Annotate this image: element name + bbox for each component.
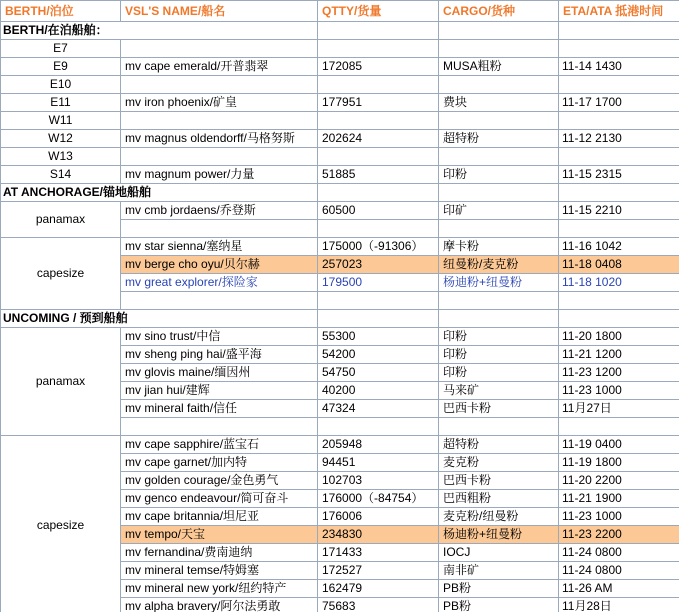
empty-cell[interactable]	[559, 310, 679, 328]
cargo-cell[interactable]: 印粉	[439, 328, 559, 346]
quantity-cell[interactable]: 47324	[318, 400, 439, 418]
vessel-name-cell[interactable]: mv mineral temse/特姆塞	[121, 562, 318, 580]
vessel-name-cell[interactable]: mv cmb jordaens/乔登斯	[121, 202, 318, 220]
empty-cell[interactable]	[439, 310, 559, 328]
eta-cell[interactable]: 11月28日	[559, 598, 679, 612]
quantity-cell[interactable]: 175000（-91306）	[318, 238, 439, 256]
header-eta[interactable]: ETA/ATA 抵港时间	[559, 1, 679, 22]
quantity-cell[interactable]: 54200	[318, 346, 439, 364]
cargo-cell[interactable]: 杨迪粉+纽曼粉	[439, 526, 559, 544]
vessel-name-cell[interactable]: mv mineral new york/纽约特产	[121, 580, 318, 598]
empty-cell[interactable]	[318, 310, 439, 328]
eta-cell[interactable]: 11-19 1800	[559, 454, 679, 472]
cargo-cell[interactable]: 巴西粗粉	[439, 490, 559, 508]
quantity-cell[interactable]	[318, 292, 439, 310]
upcoming-capesize-group-label[interactable]: capesize	[1, 436, 121, 612]
berth-cell[interactable]: S14	[1, 166, 121, 184]
table-row	[1, 202, 679, 220]
quantity-cell[interactable]	[318, 112, 439, 130]
cargo-cell[interactable]: 费块	[439, 94, 559, 112]
eta-cell[interactable]	[559, 40, 679, 58]
quantity-cell[interactable]: 75683	[318, 598, 439, 612]
quantity-cell[interactable]: 176000（-84754）	[318, 490, 439, 508]
eta-cell[interactable]: 11-24 0800	[559, 562, 679, 580]
eta-cell[interactable]: 11-15 2210	[559, 202, 679, 220]
table-row	[1, 130, 679, 148]
eta-cell[interactable]: 11-20 1800	[559, 328, 679, 346]
berth-cell[interactable]: E7	[1, 40, 121, 58]
table-row	[1, 112, 679, 130]
table-row	[1, 436, 679, 454]
eta-cell[interactable]: 11-15 2315	[559, 166, 679, 184]
cargo-cell[interactable]: 超特粉	[439, 130, 559, 148]
eta-cell[interactable]	[559, 292, 679, 310]
vessel-name-cell[interactable]: mv golden courage/金色勇气	[121, 472, 318, 490]
quantity-cell[interactable]: 102703	[318, 472, 439, 490]
cargo-cell[interactable]: MUSA粗粉	[439, 58, 559, 76]
eta-cell[interactable]: 11-18 1020	[559, 274, 679, 292]
vessel-name-cell[interactable]	[121, 40, 318, 58]
quantity-cell[interactable]	[318, 418, 439, 436]
empty-cell[interactable]	[439, 184, 559, 202]
berth-cell[interactable]: E11	[1, 94, 121, 112]
cargo-cell[interactable]: PB粉	[439, 580, 559, 598]
cargo-cell[interactable]	[439, 418, 559, 436]
berth-cell[interactable]: W13	[1, 148, 121, 166]
eta-cell[interactable]: 11-26 AM	[559, 580, 679, 598]
vessel-name-cell[interactable]: mv alpha bravery/阿尔法勇敢	[121, 598, 318, 612]
eta-cell[interactable]: 11-19 0400	[559, 436, 679, 454]
vessel-name-cell[interactable]	[121, 76, 318, 94]
vessel-name-cell[interactable]: mv fernandina/费南迪纳	[121, 544, 318, 562]
vessel-name-cell[interactable]: mv sino trust/中信	[121, 328, 318, 346]
eta-cell[interactable]: 11-24 0800	[559, 544, 679, 562]
eta-cell[interactable]	[559, 418, 679, 436]
quantity-cell[interactable]: 172085	[318, 58, 439, 76]
eta-cell[interactable]: 11-16 1042	[559, 238, 679, 256]
berth-cell[interactable]: W12	[1, 130, 121, 148]
empty-cell[interactable]	[318, 184, 439, 202]
berth-cell[interactable]: W11	[1, 112, 121, 130]
quantity-cell[interactable]: 40200	[318, 382, 439, 400]
table-row	[1, 58, 679, 76]
vessel-name-cell[interactable]: mv berge cho oyu/贝尔赫	[121, 256, 318, 274]
vessel-name-cell[interactable]	[121, 292, 318, 310]
vessel-name-cell[interactable]: mv glovis maine/缅因州	[121, 364, 318, 382]
anchorage-capesize-group-label[interactable]: capesize	[1, 238, 121, 310]
vessel-name-cell[interactable]: mv tempo/天宝	[121, 526, 318, 544]
eta-cell[interactable]: 11-23 1000	[559, 508, 679, 526]
quantity-cell[interactable]: 171433	[318, 544, 439, 562]
berth-section-title[interactable]: BERTH/在泊船舶：	[1, 22, 318, 40]
cargo-cell[interactable]: 麦克粉/纽曼粉	[439, 508, 559, 526]
empty-cell[interactable]	[559, 22, 679, 40]
quantity-cell[interactable]	[318, 40, 439, 58]
cargo-cell[interactable]	[439, 292, 559, 310]
vessel-name-cell[interactable]: mv cape garnet/加内特	[121, 454, 318, 472]
eta-cell[interactable]: 11-12 2130	[559, 130, 679, 148]
upcoming-section	[1, 310, 679, 328]
header-cargo[interactable]: CARGO/货种	[439, 1, 559, 22]
vessel-name-cell[interactable]: mv mineral faith/信任	[121, 400, 318, 418]
cargo-cell[interactable]	[439, 148, 559, 166]
eta-cell[interactable]	[559, 148, 679, 166]
empty-cell[interactable]	[559, 184, 679, 202]
quantity-cell[interactable]: 202624	[318, 130, 439, 148]
eta-cell[interactable]	[559, 76, 679, 94]
eta-cell[interactable]: 11-21 1200	[559, 346, 679, 364]
quantity-cell[interactable]: 177951	[318, 94, 439, 112]
cargo-cell[interactable]: 巴西卡粉	[439, 472, 559, 490]
quantity-cell[interactable]: 234830	[318, 526, 439, 544]
berth-section	[1, 22, 679, 40]
anchorage-section	[1, 184, 679, 202]
header-quantity[interactable]: QTTY/货量	[318, 1, 439, 22]
quantity-cell[interactable]: 176006	[318, 508, 439, 526]
quantity-cell[interactable]	[318, 220, 439, 238]
cargo-cell[interactable]: 巴西卡粉	[439, 400, 559, 418]
vessel-name-cell[interactable]: mv sheng ping hai/盛平海	[121, 346, 318, 364]
cargo-cell[interactable]: 印矿	[439, 202, 559, 220]
table-row	[1, 238, 679, 256]
vessel-name-cell[interactable]: mv cape sapphire/蓝宝石	[121, 436, 318, 454]
quantity-cell[interactable]: 51885	[318, 166, 439, 184]
quantity-cell[interactable]: 60500	[318, 202, 439, 220]
cargo-cell[interactable]: 马来矿	[439, 382, 559, 400]
vessel-name-cell[interactable]	[121, 418, 318, 436]
header-vessel-name[interactable]: VSL'S NAME/船名	[121, 1, 318, 22]
cargo-cell[interactable]: 印粉	[439, 346, 559, 364]
vessel-name-cell[interactable]: mv star sienna/塞纳星	[121, 238, 318, 256]
vessel-name-cell[interactable]: mv cape emerald/开普翡翠	[121, 58, 318, 76]
quantity-cell[interactable]: 257023	[318, 256, 439, 274]
header-berth[interactable]: BERTH/泊位	[1, 1, 121, 22]
eta-cell[interactable]: 11-14 1430	[559, 58, 679, 76]
cargo-cell[interactable]	[439, 220, 559, 238]
berth-cell[interactable]: E10	[1, 76, 121, 94]
quantity-cell[interactable]: 162479	[318, 580, 439, 598]
vessel-name-cell[interactable]: mv magnum power/力量	[121, 166, 318, 184]
table-row	[1, 328, 679, 346]
cargo-cell[interactable]: 摩卡粉	[439, 238, 559, 256]
cargo-cell[interactable]: 杨迪粉+纽曼粉	[439, 274, 559, 292]
cargo-cell[interactable]: 超特粉	[439, 436, 559, 454]
eta-cell[interactable]: 11-23 2200	[559, 526, 679, 544]
eta-cell[interactable]: 11-20 2200	[559, 472, 679, 490]
quantity-cell[interactable]: 94451	[318, 454, 439, 472]
cargo-cell[interactable]	[439, 112, 559, 130]
eta-cell[interactable]: 11-23 1200	[559, 364, 679, 382]
eta-cell[interactable]	[559, 112, 679, 130]
cargo-cell[interactable]: 南非矿	[439, 562, 559, 580]
cargo-cell[interactable]: 印粉	[439, 166, 559, 184]
quantity-cell[interactable]: 172527	[318, 562, 439, 580]
empty-cell[interactable]	[318, 22, 439, 40]
header-row	[1, 1, 679, 22]
vessel-name-cell[interactable]: mv cape britannia/坦尼亚	[121, 508, 318, 526]
empty-cell[interactable]	[439, 22, 559, 40]
table-row	[1, 40, 679, 58]
table-row	[1, 148, 679, 166]
cargo-cell[interactable]: 纽曼粉/麦克粉	[439, 256, 559, 274]
berth-cell[interactable]: E9	[1, 58, 121, 76]
vessel-name-cell[interactable]: mv jian hui/建辉	[121, 382, 318, 400]
eta-cell[interactable]: 11-18 0408	[559, 256, 679, 274]
vessel-name-cell[interactable]: mv genco endeavour/简可奋斗	[121, 490, 318, 508]
eta-cell[interactable]: 11-21 1900	[559, 490, 679, 508]
quantity-cell[interactable]: 55300	[318, 328, 439, 346]
eta-cell[interactable]	[559, 220, 679, 238]
eta-cell[interactable]: 11-23 1000	[559, 382, 679, 400]
eta-cell[interactable]: 11-17 1700	[559, 94, 679, 112]
cargo-cell[interactable]	[439, 76, 559, 94]
cargo-cell[interactable]: 印粉	[439, 364, 559, 382]
table-row	[1, 94, 679, 112]
table-row	[1, 76, 679, 94]
anchorage-section-title[interactable]: AT ANCHORAGE/锚地船舶	[1, 184, 318, 202]
upcoming-panamax-group-label[interactable]: panamax	[1, 328, 121, 436]
cargo-cell[interactable]	[439, 40, 559, 58]
upcoming-section-title[interactable]: UNCOMING / 预到船舶	[1, 310, 318, 328]
quantity-cell[interactable]	[318, 76, 439, 94]
vessel-name-cell[interactable]	[121, 112, 318, 130]
quantity-cell[interactable]: 205948	[318, 436, 439, 454]
cargo-cell[interactable]: IOCJ	[439, 544, 559, 562]
vessel-name-cell[interactable]	[121, 220, 318, 238]
cargo-cell[interactable]: PB粉	[439, 598, 559, 612]
vessel-name-cell[interactable]: mv great explorer/探险家	[121, 274, 318, 292]
table-row	[1, 166, 679, 184]
quantity-cell[interactable]: 54750	[318, 364, 439, 382]
eta-cell[interactable]: 11月27日	[559, 400, 679, 418]
cargo-cell[interactable]: 麦克粉	[439, 454, 559, 472]
quantity-cell[interactable]	[318, 148, 439, 166]
vessel-name-cell[interactable]: mv iron phoenix/矿皇	[121, 94, 318, 112]
quantity-cell[interactable]: 179500	[318, 274, 439, 292]
anchorage-panamax-group-label[interactable]: panamax	[1, 202, 121, 238]
vessel-name-cell[interactable]	[121, 148, 318, 166]
vessel-name-cell[interactable]: mv magnus oldendorff/马格努斯	[121, 130, 318, 148]
